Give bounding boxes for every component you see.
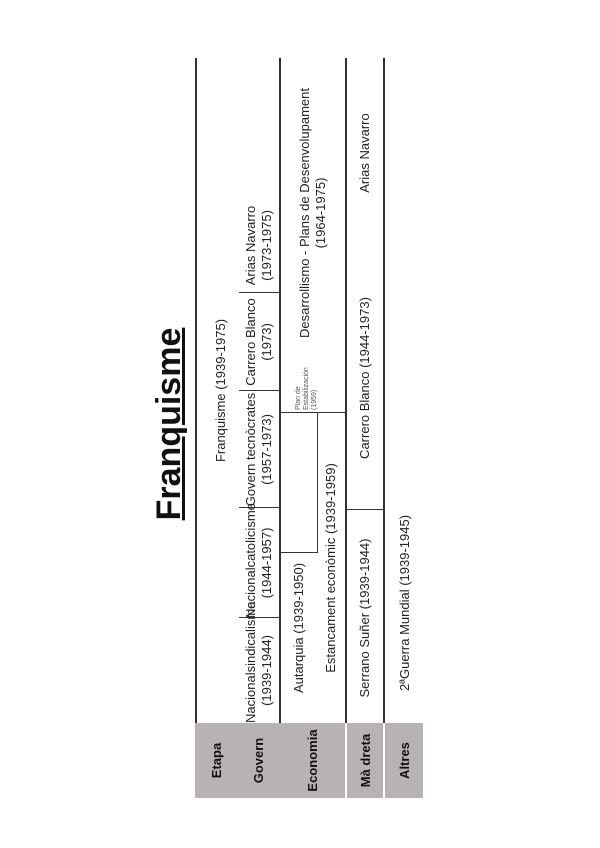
divider-serrano: [347, 509, 383, 510]
govern-tecnocrates: Govern tecnòcrates (1957-1973): [243, 392, 274, 507]
rule-altres: [383, 58, 385, 723]
economia-estancament: Estancament econòmic (1939-1959): [323, 463, 338, 673]
economia-autarquia: Autarquia (1939-1950): [291, 562, 306, 694]
govern-carrero-blanco: Carrero Blanco (1973): [243, 298, 274, 386]
rule-top: [195, 58, 197, 723]
divider-plan: [279, 412, 345, 413]
govern-nacionalcatolicisme: Nacionalcatolicisme (1944-1957): [243, 503, 274, 618]
ma-dreta-serrano: Serrano Suñer (1939-1944): [357, 538, 372, 698]
rule-ma-dreta: [345, 58, 347, 723]
etapa-label: Franquisme (1939-1975): [213, 318, 228, 463]
ma-dreta-carrero: Carrero Blanco (1944-1973): [357, 297, 372, 459]
govern-arias-navarro: Arias Navarro (1973-1975): [243, 205, 274, 286]
header-ma-dreta: Mà dreta: [347, 723, 383, 798]
franquisme-table: [195, 58, 423, 798]
header-etapa: Etapa: [195, 723, 237, 798]
rule-estancament: [317, 413, 318, 553]
ma-dreta-arias: Arias Navarro: [357, 113, 372, 193]
rule-economia: [279, 58, 281, 723]
altres-guerra: 2ªGuerra Mundial (1939-1945): [397, 514, 412, 692]
header-govern: Govern: [237, 723, 279, 798]
header-economia: Economia: [279, 723, 345, 798]
economia-desarrollismo: Desarrollismo - Plans de Desenvolupament (1964-1975): [297, 88, 328, 339]
page-title: Franquisme: [150, 327, 188, 521]
govern-nacionalsindicalisme: Nacionalsindicalisme (1939-1944): [243, 601, 274, 723]
economia-plan-estabilizacion: Plan de Estabilización (1959): [295, 367, 318, 410]
header-altres: Altres: [385, 723, 423, 798]
